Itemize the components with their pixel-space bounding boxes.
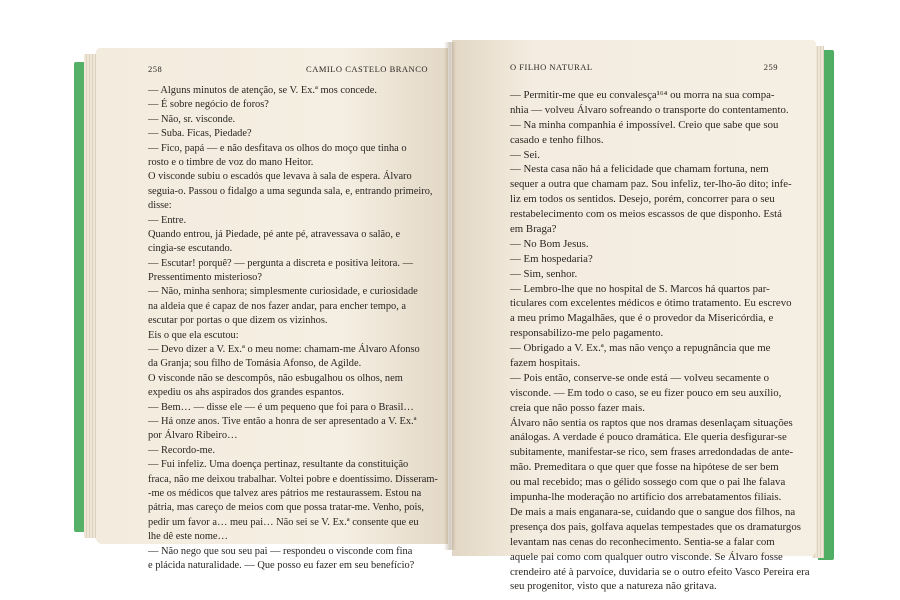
text-line: — Em hospedaria? bbox=[510, 252, 593, 265]
text-line: — Suba. Ficas, Piedade? bbox=[148, 128, 252, 140]
text-line: — Há onze anos. Tive então a honra de ser apresentado a V. Ex.ª bbox=[148, 415, 417, 427]
text-line: e plácida naturalidade. — Que posso eu fazer em seu benefício? bbox=[148, 559, 415, 571]
text-line: — Lembro-lhe que no hospital de S. Marcos há quartos par- bbox=[510, 282, 770, 295]
text-line: expediu os ahs aspirados dos grandes espantos. bbox=[148, 387, 344, 399]
text-line: — É sobre negócio de foros? bbox=[148, 99, 269, 111]
text-line: — Bem… — disse ele — é um pequeno que foi para o Brasil… bbox=[148, 401, 414, 413]
text-line: liz em todos os sentidos. Desejo, porém, concorrer para o seu bbox=[510, 193, 775, 206]
text-line: O visconde subiu o escadós que levava à sala de espera. Álvaro bbox=[148, 171, 412, 183]
left-running-head: CAMILO CASTELO BRANCO bbox=[306, 64, 428, 74]
text-line: Álvaro não sentia os raptos que nos dramas desenlaçam situações bbox=[510, 416, 793, 429]
text-line: pedir um favor a… meu pai… Não sei se V. Ex.ª consente que eu bbox=[148, 516, 419, 528]
text-line: responsabilizo-me pelo pagamento. bbox=[510, 327, 664, 340]
text-line: Pressentimento misterioso? bbox=[148, 272, 262, 284]
text-line: ou mal recebido; mas o gélido sossego com que o pai lhe falava bbox=[510, 476, 786, 489]
text-line: mão. Premeditara o que quer que fosse na hipótese de ser bem bbox=[510, 461, 779, 474]
text-line: De mais a mais enganara-se, cuidando que o sangue dos filhos, na bbox=[510, 505, 796, 518]
book-gutter bbox=[444, 42, 456, 550]
text-line: escutar por portas o que dizem os vizinhos. bbox=[148, 315, 328, 327]
left-page-header bbox=[148, 64, 428, 84]
text-line: O visconde não se descompôs, não esbugalhou os olhos, nem bbox=[148, 372, 403, 384]
text-line: subitamente, manifestar-se rico, sem frases arredondadas de ante- bbox=[510, 446, 794, 459]
text-line: aquele pai como com qualquer outro visconde. Se Álvaro fosse bbox=[510, 550, 783, 563]
text-line: restabelecimento com os meios escassos de que disponho. Está bbox=[510, 208, 782, 221]
text-line: Quando entrou, já Piedade, pé ante pé, atravessava o salão, e bbox=[148, 228, 401, 240]
text-line: a meu primo Magalhães, que é o provedor da Misericórdia, e bbox=[510, 312, 774, 325]
text-line: — Devo dizer a V. Ex.ª o meu nome: chamam-me Álvaro Afonso bbox=[148, 344, 420, 356]
text-line: crendeiro até à parvoíce, duvidaria se o outro efeito Vasco Pereira era bbox=[510, 565, 810, 578]
text-line: impunha-lhe moderação no artifício dos arrebatamentos filiais. bbox=[510, 491, 782, 504]
text-line: — Na minha companhia é impossível. Creio que sabe que sou bbox=[510, 118, 779, 131]
text-line: — Escutar! porquê? — pergunta a discreta e positiva leitora. — bbox=[148, 257, 413, 269]
text-line: — Fico, papá — e não desfitava os olhos do moço que tinha o bbox=[148, 142, 407, 154]
right-page bbox=[452, 40, 816, 593]
text-line: disse: bbox=[148, 200, 172, 212]
right-running-head: O FILHO NATURAL bbox=[510, 62, 593, 72]
left-page-text bbox=[148, 84, 438, 573]
text-line: fraca, não me deixou trabalhar. Voltei pobre e doentíssimo. Disseram- bbox=[148, 473, 438, 485]
text-line: — No Bom Jesus. bbox=[510, 237, 589, 250]
text-line: — Não, sr. visconde. bbox=[148, 113, 236, 125]
text-line: nhia — volveu Álvaro sofreando o transporte do contentamento. bbox=[510, 103, 789, 116]
text-line: — Não, minha senhora; simplesmente curiosidade, e curiosidade bbox=[148, 286, 418, 298]
text-line: — Sei. bbox=[510, 148, 540, 161]
text-line: levantam nas cenas do reconhecimento. Sentia-se a falar com bbox=[510, 535, 775, 548]
text-line: -me os médicos que talvez ares pátrios me restaurassem. Estou na bbox=[148, 487, 422, 499]
text-line: na aldeia que é capaz de nos fazer andar, para encher tempo, a bbox=[148, 300, 407, 312]
text-line: presença dos pais, golfava aquelas tempestades que os dramaturgos bbox=[510, 520, 801, 533]
right-page-number: 259 bbox=[763, 62, 778, 72]
text-line: — Permitir-me que eu convalesça¹⁶⁴ ou morra na sua compa- bbox=[510, 89, 775, 101]
text-line: — Sim, senhor. bbox=[510, 267, 578, 280]
text-line: — Alguns minutos de atenção, se V. Ex.ª mos concede. bbox=[148, 85, 378, 96]
text-line: cingia-se escutando. bbox=[148, 243, 233, 255]
text-line: creia que não posso fazer mais. bbox=[510, 401, 645, 414]
text-line: — Nesta casa não há a felicidade que chamam fortuna, nem bbox=[510, 163, 769, 176]
text-line: — Fui infeliz. Uma doença pertinaz, resultante da constituição bbox=[148, 459, 409, 471]
text-line: por Álvaro Ribeiro… bbox=[148, 430, 238, 442]
text-line: — Recordo-me. bbox=[148, 444, 215, 456]
text-line: — Entre. bbox=[148, 214, 187, 226]
text-line: casado e tenho filhos. bbox=[510, 133, 604, 146]
left-page-number: 258 bbox=[148, 64, 163, 74]
left-page bbox=[96, 48, 448, 571]
text-line: em Braga? bbox=[510, 223, 557, 236]
text-line: ticulares com excelentes médicos e ótimo tratamento. Eu escrevo bbox=[510, 297, 792, 310]
right-page-header bbox=[510, 62, 778, 88]
text-line: — Não nego que sou seu pai — respondeu o visconde com fina bbox=[148, 545, 413, 557]
text-line: seguia-o. Passou o fidalgo a uma segunda sala, e, entrando primeiro, bbox=[148, 185, 433, 197]
text-line: rosto e o timbre de voz do mano Heitor. bbox=[148, 156, 314, 168]
text-line: da Granja; sou filho de Tomásia Afonso, de Agilde. bbox=[148, 358, 362, 370]
text-line: Eis o que ela escutou: bbox=[148, 329, 239, 341]
text-line: sequer a outra que chamam paz. Sou infeliz, ter-lho-ão dito; infe- bbox=[510, 178, 792, 191]
text-line: — Obrigado a V. Ex.ª, mas não venço a repugnância que me bbox=[510, 342, 771, 355]
text-line: pátria, mas careço de meios com que possa tratar-me. Venho, pois, bbox=[148, 502, 425, 514]
text-line: lhe dê este nome… bbox=[148, 531, 228, 543]
right-page-text bbox=[510, 88, 810, 594]
text-line: fazem hospitais. bbox=[510, 357, 581, 370]
text-line: análogas. A verdade é pouco dramática. Ele queria desfigurar-se bbox=[510, 431, 787, 444]
text-line: — Pois então, conserve-se onde está — volveu secamente o bbox=[510, 371, 770, 384]
text-line: seu progenitor, visto que a natureza não gritava. bbox=[510, 580, 717, 593]
text-line: visconde. — Em todo o caso, se eu fizer pouco em seu auxílio, bbox=[510, 386, 782, 399]
